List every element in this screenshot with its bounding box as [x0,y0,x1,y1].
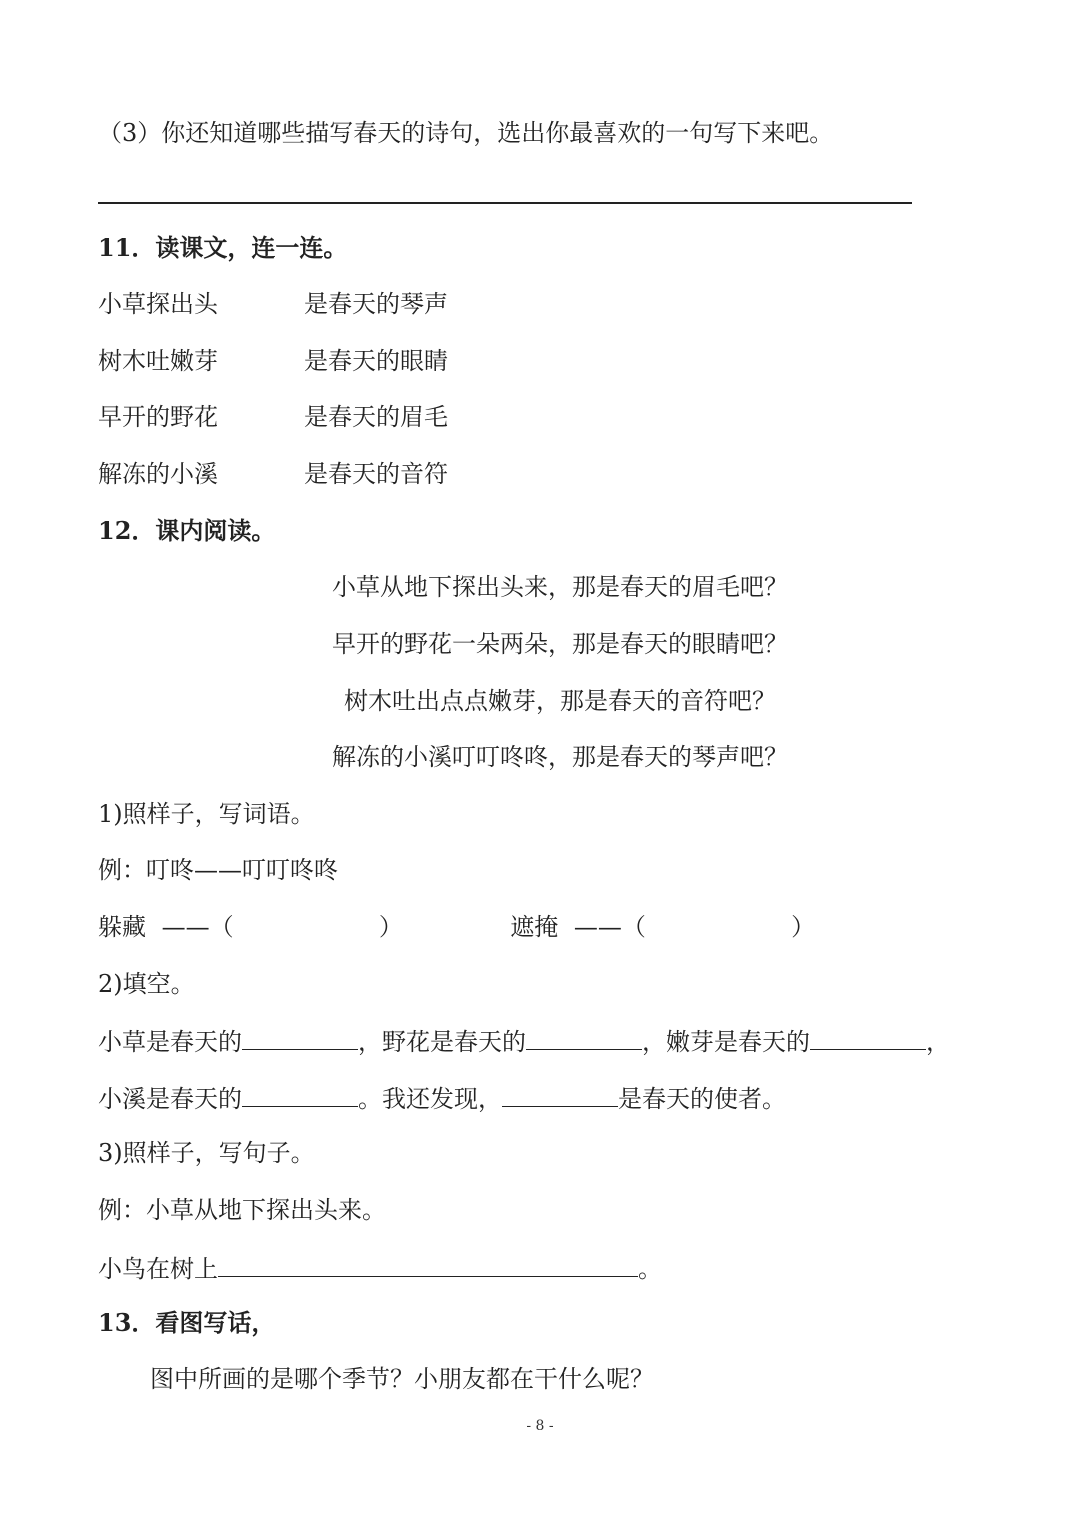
q11-match-row [98,400,698,434]
q11-title: 11．读课文，连一连。 [98,233,348,262]
dash-paren: ——（ [573,913,646,941]
q10-answer-line[interactable] [98,202,912,204]
close-paren: ） [791,913,816,941]
dash-paren: ——（ [161,913,234,941]
q11-left-item[interactable]: 小草探出头 [98,290,218,318]
q12-part2-label: 2)填空。 [98,970,195,998]
fill-blank[interactable] [218,1250,638,1277]
text: ，嫩芽是春天的 [642,1028,810,1056]
poem-line: 早开的野花一朵两朵，那是春天的眼睛吧？ [332,630,788,658]
fill-blank[interactable] [810,1023,926,1050]
q10-sub3-prompt: （3）你还知道哪些描写春天的诗句，选出你最喜欢的一句写下来吧。 [98,119,834,147]
q11-left-item[interactable]: 解冻的小溪 [98,460,218,488]
poem-line: 解冻的小溪叮叮咚咚，那是春天的琴声吧？ [332,743,788,771]
q11-right-item[interactable]: 是春天的眉毛 [304,403,448,431]
q12-title: 12．课内阅读。 [98,516,276,545]
q11-match-row [98,344,698,378]
close-paren: ） [378,913,403,941]
q12-part2-sentence1 [98,1023,950,1059]
q11-left-item[interactable]: 树木吐嫩芽 [98,347,218,375]
text: 小溪是春天的 [98,1085,242,1113]
q12-part1-items [98,910,816,944]
word-zheyan: 遮掩 [510,913,559,941]
text: ， [926,1028,950,1056]
fill-blank[interactable] [526,1023,642,1050]
text: 是春天的使者。 [618,1085,786,1113]
q12-part2-sentence2 [98,1080,786,1116]
q11-right-item[interactable]: 是春天的琴声 [304,290,448,318]
text: 。我还发现， [358,1085,502,1113]
q11-match-row [98,287,698,321]
poem-line: 树木吐出点点嫩芽，那是春天的音符吧？ [344,687,776,715]
fill-blank[interactable] [502,1080,618,1107]
text: 小草是春天的 [98,1028,242,1056]
text: ，野花是春天的 [358,1028,526,1056]
fill-blank[interactable] [242,1080,358,1107]
q12-part3-sentence [98,1250,662,1286]
q12-part3-example: 例：小草从地下探出头来。 [98,1196,386,1224]
text: 小鸟在树上 [98,1255,218,1283]
q11-right-item[interactable]: 是春天的音符 [304,460,448,488]
word-duocang: 躲藏 [98,913,146,941]
page-number: - 8 - [526,1418,554,1434]
poem-line: 小草从地下探出头来，那是春天的眉毛吧？ [332,573,788,601]
q12-part1-label: 1)照样子，写词语。 [98,800,315,828]
q11-left-item[interactable]: 早开的野花 [98,403,218,431]
q13-title: 13．看图写话， [98,1308,276,1337]
q13-question: 图中所画的是哪个季节？小朋友都在干什么呢？ [150,1365,654,1393]
q12-part3-label: 3)照样子，写句子。 [98,1139,315,1167]
text: 。 [638,1255,662,1283]
q11-match-row [98,457,698,491]
q11-right-item[interactable]: 是春天的眼睛 [304,347,448,375]
fill-blank[interactable] [242,1023,358,1050]
q12-part1-example: 例：叮咚——叮叮咚咚 [98,856,338,884]
